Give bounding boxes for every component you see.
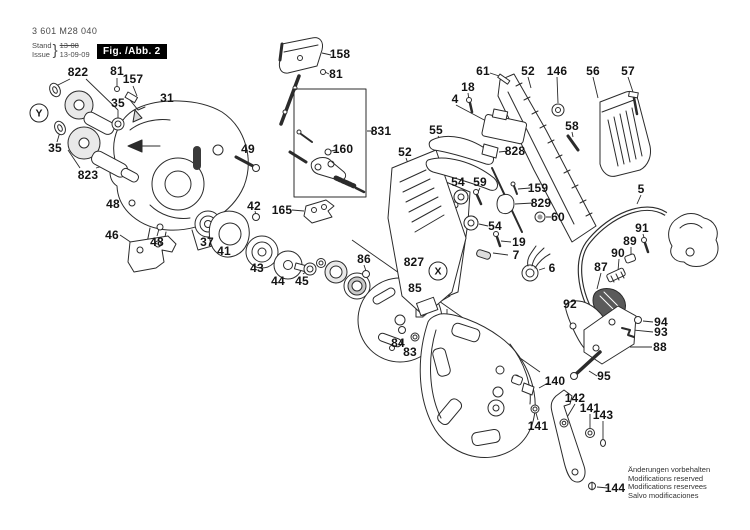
part-callout-91: 91 (635, 221, 649, 235)
part-callout-60: 60 (551, 210, 565, 224)
part-callout-42: 42 (247, 199, 261, 213)
notice-line: Modifications reserved (628, 473, 704, 483)
part-callout-141: 141 (579, 401, 601, 415)
part-callout-88: 88 (653, 340, 667, 354)
part-callout-157: 157 (122, 72, 144, 86)
part-callout-822: 822 (67, 65, 89, 79)
part-callout-159: 159 (527, 181, 549, 195)
part-callout-93: 93 (654, 325, 668, 339)
issue-value: 13-09-09 (59, 49, 90, 59)
lower-blade-guard-drawing (420, 314, 535, 458)
part-callout-829: 829 (530, 196, 552, 210)
part-callout-89: 89 (623, 234, 637, 248)
part-callout-81: 81 (329, 67, 343, 81)
part-callout-55: 55 (429, 123, 443, 137)
part-callout-57: 57 (621, 64, 635, 78)
part-callout-140: 140 (544, 374, 566, 388)
part-callout-7: 7 (512, 248, 520, 262)
part-callout-54: 54 (451, 175, 465, 189)
part-callout-160: 160 (332, 142, 354, 156)
part-callout-52: 52 (521, 64, 535, 78)
part-callout-92: 92 (563, 297, 577, 311)
part-callout-828: 828 (504, 144, 526, 158)
part-callout-45: 45 (295, 274, 309, 288)
part-callout-18: 18 (461, 80, 475, 94)
legal-notice (628, 466, 710, 500)
part-callout-48: 48 (106, 197, 120, 211)
part-callout-46: 46 (105, 228, 119, 242)
figure-label: Fig. /Abb. 2 (97, 44, 167, 59)
part-callout-35: 35 (48, 141, 62, 155)
part-callout-6: 6 (548, 261, 556, 275)
part-callout-144: 144 (604, 481, 626, 495)
part-callout-831: 831 (370, 124, 392, 138)
part-callout-87: 87 (594, 260, 608, 274)
part-callout-4: 4 (451, 92, 459, 106)
part-callout-90: 90 (611, 246, 625, 260)
part-callout-49: 49 (241, 142, 255, 156)
part-callout-83: 83 (403, 345, 417, 359)
part-callout-44: 44 (271, 274, 285, 288)
part-callout-19: 19 (512, 235, 526, 249)
part-callout-95: 95 (597, 369, 611, 383)
stand-value: 13-08 (59, 41, 79, 50)
reference-bubble-X: X (429, 262, 448, 281)
part-callout-35: 35 (111, 96, 125, 110)
part-callout-86: 86 (357, 252, 371, 266)
part-callout-54: 54 (488, 219, 502, 233)
vented-cover-56-drawing (600, 91, 651, 176)
reference-bubble-Y: Y (30, 104, 49, 123)
part-callout-43: 43 (250, 261, 264, 275)
part-callout-158: 158 (329, 47, 351, 61)
part-callout-58: 58 (565, 119, 579, 133)
part-callout-56: 56 (586, 64, 600, 78)
part-callout-37: 37 (200, 235, 214, 249)
notice-line: Salvo modificaciones (628, 490, 699, 500)
notice-line: Modifications reservees (628, 482, 707, 492)
notice-line: Änderungen vorbehalten (628, 465, 711, 474)
part-callout-5: 5 (637, 182, 645, 196)
part-callout-41: 41 (217, 244, 231, 258)
part-callout-59: 59 (473, 175, 487, 189)
part-callout-84: 84 (391, 336, 405, 350)
revision-brace: } (52, 42, 58, 59)
part-callout-48: 48 (150, 235, 164, 249)
part-callout-61: 61 (476, 64, 490, 78)
revision-block (32, 42, 97, 59)
part-callout-823: 823 (77, 168, 99, 182)
part-callout-31: 31 (160, 91, 174, 105)
part-callout-52: 52 (398, 145, 412, 159)
issue-label: Issue (32, 49, 50, 59)
part-callout-85: 85 (408, 281, 422, 295)
part-callout-143: 143 (592, 408, 614, 422)
part-number: 3 601 M28 040 (32, 26, 98, 36)
stand-label: Stand (32, 41, 52, 50)
title-block (32, 26, 97, 59)
part-callout-141: 141 (527, 419, 549, 433)
part-callout-165: 165 (271, 203, 293, 217)
part-callout-81: 81 (110, 64, 124, 78)
depth-stop-assembly-drawing (279, 38, 366, 223)
part-callout-142: 142 (564, 391, 586, 405)
part-callout-827: 827 (403, 255, 425, 269)
part-callout-146: 146 (546, 64, 568, 78)
part-callout-94: 94 (654, 315, 668, 329)
